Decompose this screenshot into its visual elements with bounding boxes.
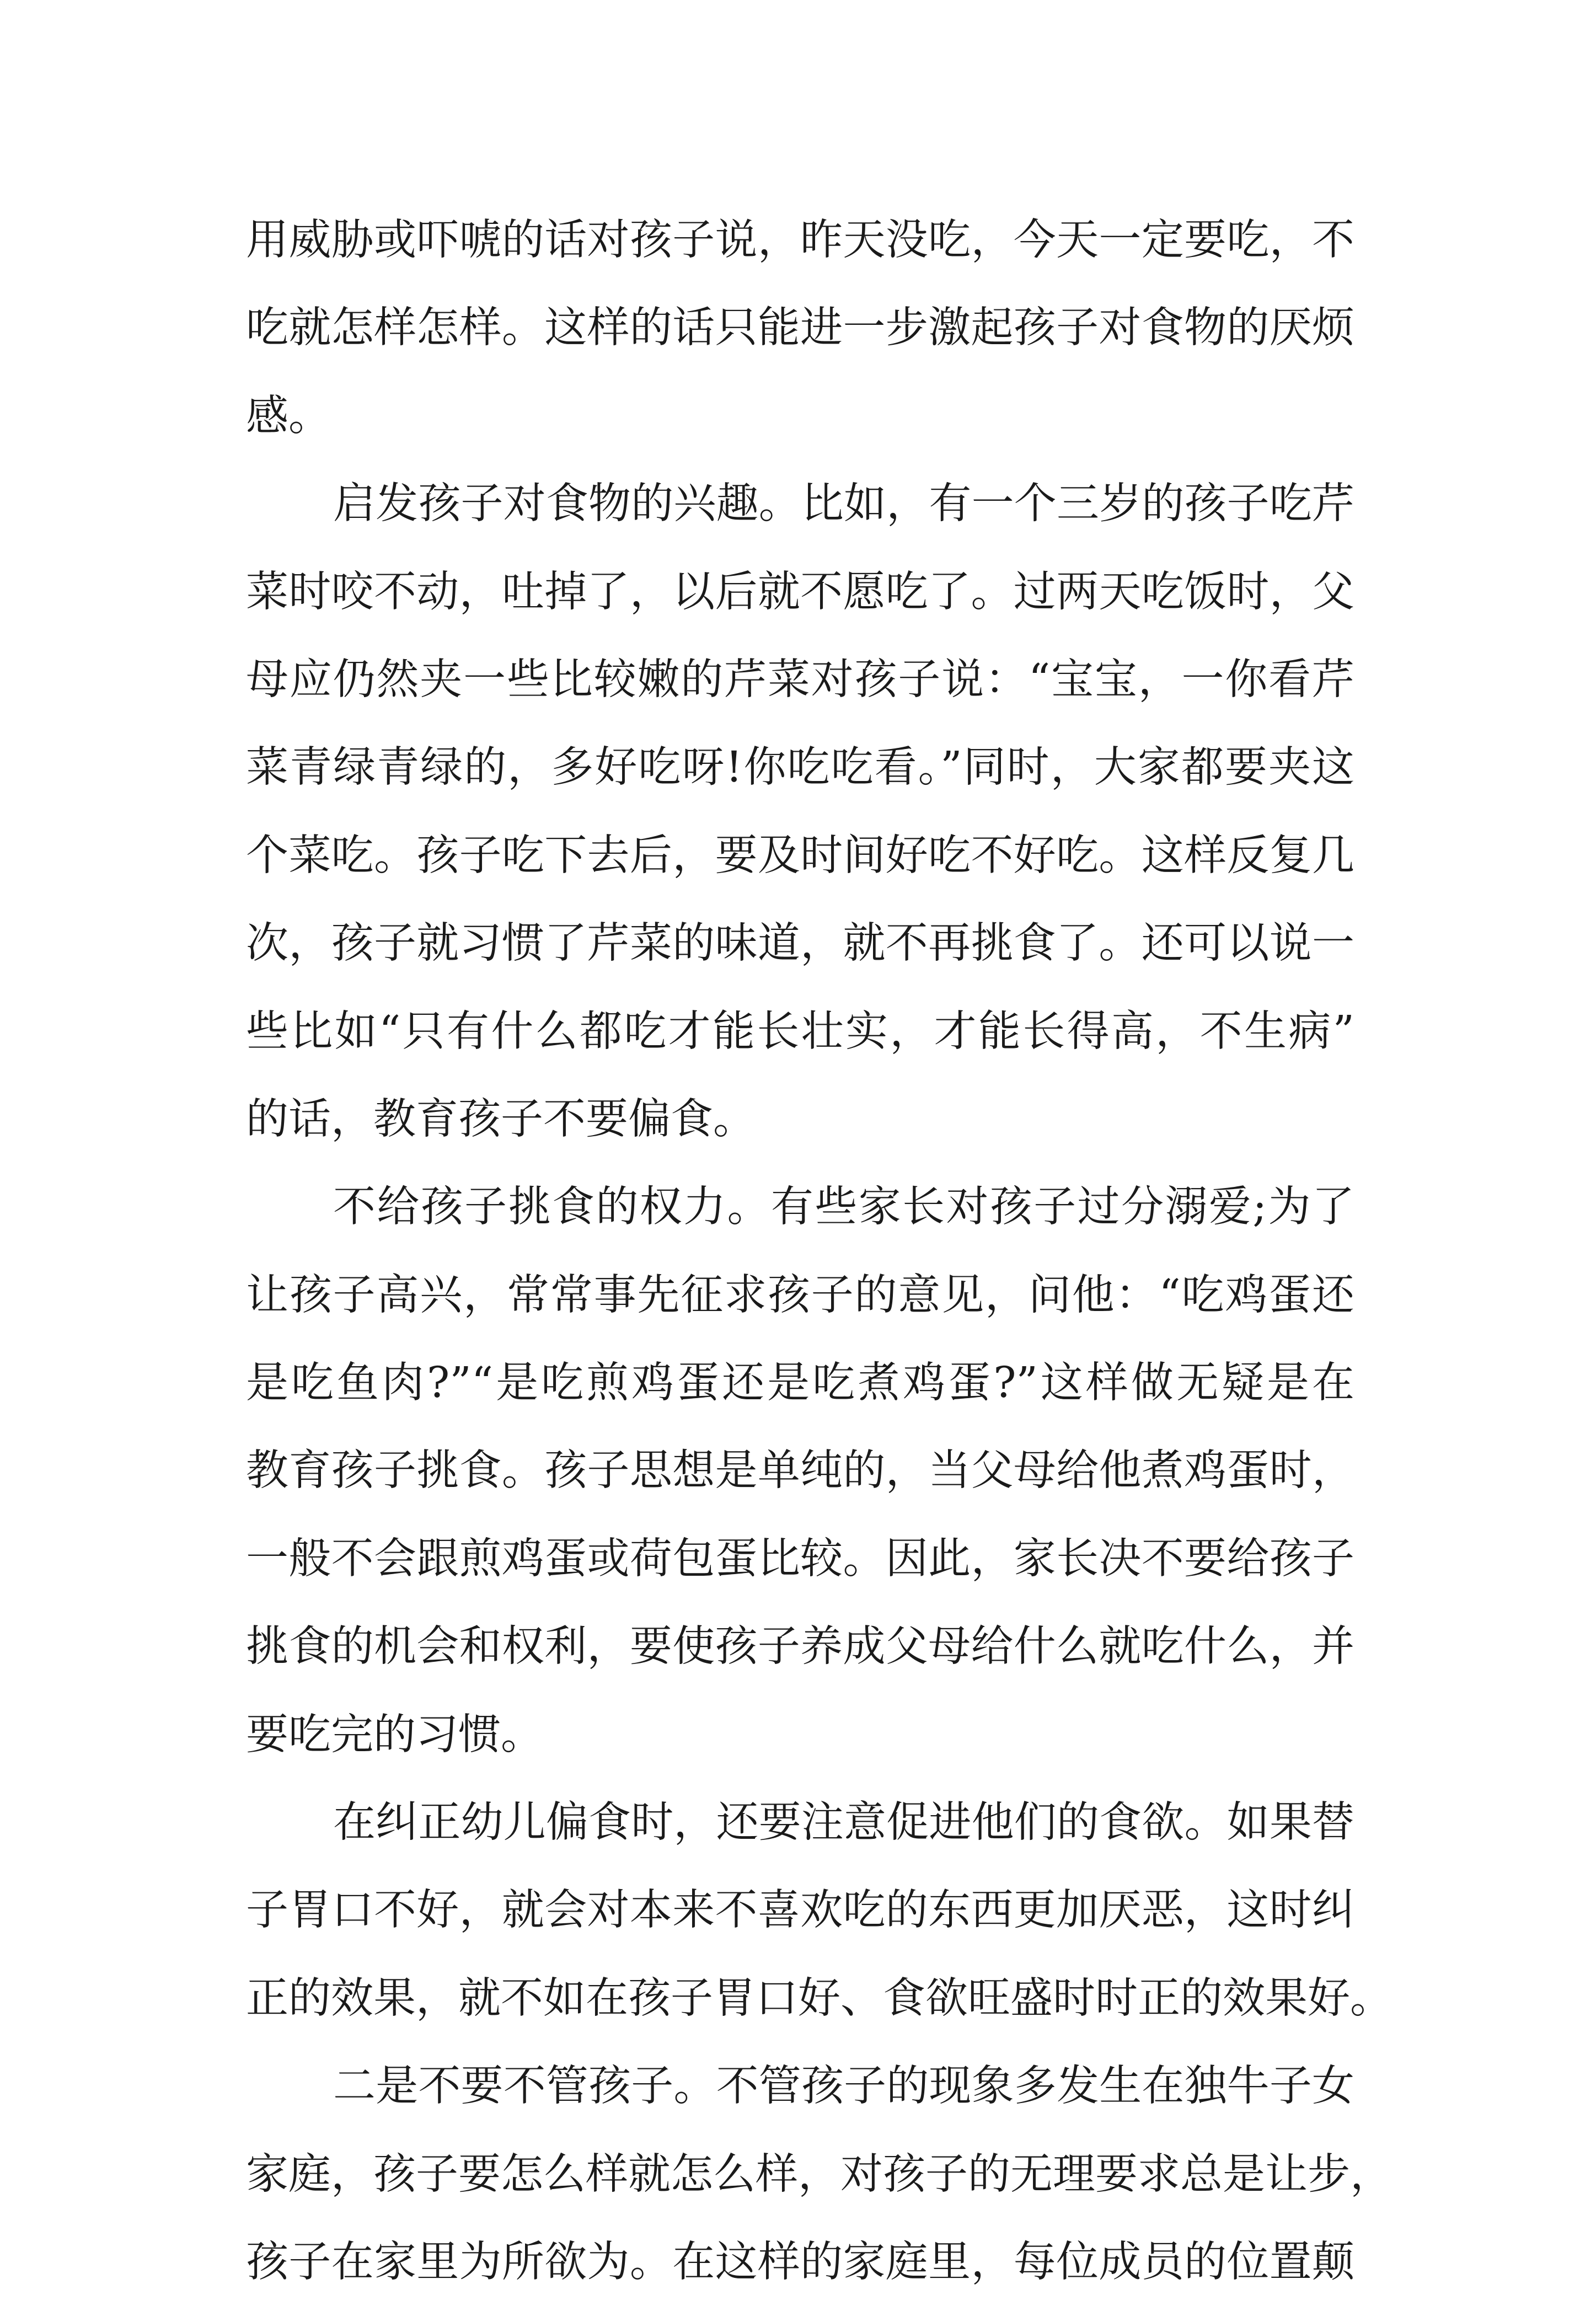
text-line: 正的效果，就不如在孩子胃口好、食欲旺盛时时正的效果好。 [246,1973,1393,2023]
text-line: 孩子在家里为所欲为。在这样的家庭里，每位成员的位置颠 [246,2237,1354,2287]
text-line: 教育孩子挑食。孩子思想是单纯的，当父母给他煮鸡蛋时， [246,1446,1354,1496]
text-line: 家庭，孩子要怎么样就怎么样，对孩子的无理要求总是让步， [246,2149,1393,2199]
text-line: 感。 [246,391,331,441]
text-line: 次，孩子就习惯了芹菜的味道，就不再挑食了。还可以说一 [246,919,1354,969]
paragraph [246,1779,1393,2042]
text-line: 是吃鱼肉?”“是吃煎鸡蛋还是吃煮鸡蛋?”这样做无疑是在 [246,1358,1354,1408]
paragraph [246,1163,1354,1779]
paragraph [246,196,1354,460]
text-line: 不给孩子挑食的权力。有些家长对孩子过分溺爱;为了 [333,1183,1354,1232]
text-line: 一般不会跟煎鸡蛋或荷包蛋比较。因此，家长决不要给孩子 [246,1534,1354,1583]
text-line: 菜青绿青绿的，多好吃呀!你吃吃看。”同时，大家都要夹这 [246,743,1354,793]
paragraph [246,460,1354,1163]
text-line: 二是不要不管孩子。不管孩子的现象多发生在独牛子女 [333,2062,1354,2111]
text-line: 子胃口不好，就会对本来不喜欢吃的东西更加厌恶，这时纠 [246,1886,1354,1935]
text-line: 母应仍然夹一些比较嫩的芹菜对孩子说：“宝宝，一你看芹 [246,655,1354,704]
body-text [246,196,1393,2306]
text-line: 启发孩子对食物的兴趣。比如，有一个三岁的孩子吃芹 [333,479,1354,529]
text-line: 的话，教育孩子不要偏食。 [246,1094,756,1144]
text-line: 菜时咬不动，吐掉了，以后就不愿吃了。过两天吃饭时，父 [246,567,1354,617]
paragraph [246,2042,1393,2306]
text-line: 些比如“只有什么都吃才能长壮实，才能长得高，不生病” [246,1007,1354,1056]
text-line: 吃就怎样怎样。这样的话只能进一步激起孩子对食物的厌烦 [246,303,1354,353]
text-line: 让孩子高兴，常常事先征求孩子的意见，问他：“吃鸡蛋还 [246,1270,1354,1320]
text-line: 用威胁或吓唬的话对孩子说，昨天没吃，今天一定要吃，不 [246,216,1354,265]
text-line: 在纠正幼儿偏食时，还要注意促进他们的食欲。如果替 [333,1798,1354,1848]
text-line: 要吃完的习惯。 [246,1710,543,1759]
text-line: 挑食的机会和权利，要使孩子养成父母给什么就吃什么，并 [246,1622,1354,1672]
text-line: 个菜吃。孩子吃下去后，要及时间好吃不好吃。这样反复几 [246,831,1354,880]
